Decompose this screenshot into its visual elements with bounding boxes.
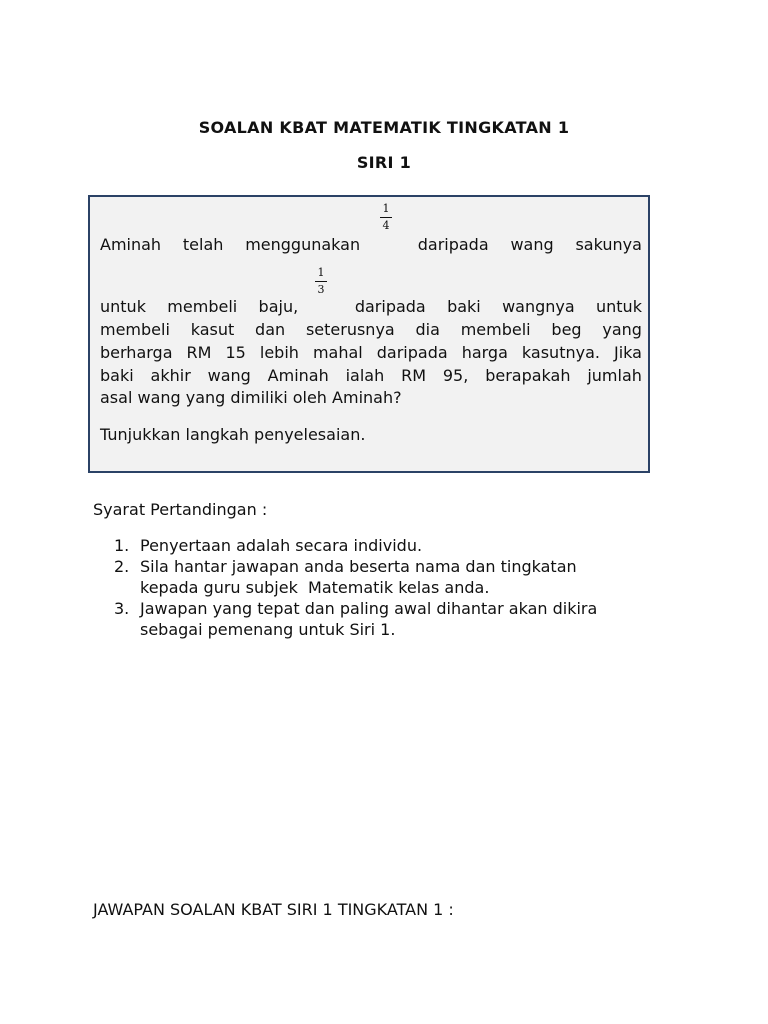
fraction-gap bbox=[382, 234, 396, 256]
word: jumlah bbox=[587, 366, 642, 385]
question-box bbox=[88, 195, 650, 473]
rules-heading: Syarat Pertandingan : bbox=[93, 500, 268, 519]
question-line-5 bbox=[100, 365, 642, 387]
fraction-denominator: 4 bbox=[382, 219, 390, 232]
rules-list bbox=[114, 535, 674, 640]
question-line-2 bbox=[100, 296, 642, 318]
word: daripada bbox=[354, 297, 426, 316]
word: 15 bbox=[225, 343, 246, 362]
word: membeli bbox=[167, 297, 238, 316]
word: wangnya bbox=[502, 297, 575, 316]
question-line-3 bbox=[100, 319, 642, 341]
series-subtitle: SIRI 1 bbox=[356, 153, 412, 172]
word: akhir bbox=[150, 366, 191, 385]
word: baki bbox=[100, 366, 134, 385]
fraction-bar bbox=[315, 281, 327, 282]
word: wang bbox=[510, 235, 554, 254]
word: telah bbox=[182, 235, 224, 254]
word: daripada bbox=[376, 343, 448, 362]
fraction-denominator: 3 bbox=[317, 283, 325, 296]
word: seterusnya bbox=[305, 320, 395, 339]
word: 95, bbox=[442, 366, 469, 385]
question-line-6: asal wang yang dimiliki oleh Aminah? bbox=[100, 388, 402, 407]
word: daripada bbox=[417, 235, 489, 254]
word: yang bbox=[602, 320, 642, 339]
word: kasut bbox=[190, 320, 235, 339]
instruction-text: Tunjukkan langkah penyelesaian. bbox=[100, 425, 366, 444]
question-line-4 bbox=[100, 342, 642, 364]
list-text-line: Penyertaan adalah secara individu. bbox=[140, 536, 423, 555]
word: Jika bbox=[614, 343, 642, 362]
list-text bbox=[140, 535, 674, 556]
list-item bbox=[114, 556, 674, 598]
fraction-one-third bbox=[315, 267, 327, 296]
word: berapakah bbox=[485, 366, 571, 385]
word: baki bbox=[447, 297, 481, 316]
word: membeli bbox=[100, 320, 170, 339]
word: membeli bbox=[460, 320, 531, 339]
list-text bbox=[140, 556, 674, 598]
fraction-one-quarter bbox=[380, 203, 392, 232]
word: RM bbox=[186, 343, 212, 362]
word: dan bbox=[255, 320, 286, 339]
list-number: 2. bbox=[114, 557, 130, 576]
fraction-numerator: 1 bbox=[382, 202, 390, 215]
list-number: 3. bbox=[114, 599, 130, 618]
word: lebih bbox=[259, 343, 299, 362]
word: RM bbox=[401, 366, 427, 385]
word: wang bbox=[207, 366, 251, 385]
word: beg bbox=[551, 320, 582, 339]
fraction-bar bbox=[380, 217, 392, 218]
fraction-numerator: 1 bbox=[317, 266, 325, 279]
list-text-line: sebagai pemenang untuk Siri 1. bbox=[140, 620, 396, 639]
list-item bbox=[114, 598, 674, 640]
list-item bbox=[114, 535, 674, 556]
word: sakunya bbox=[575, 235, 642, 254]
word: Aminah bbox=[267, 366, 329, 385]
question-line-1 bbox=[100, 234, 642, 256]
list-text bbox=[140, 598, 674, 640]
word: untuk bbox=[100, 297, 146, 316]
list-text-line: Jawapan yang tepat dan paling awal dihantar akan dikira bbox=[140, 599, 598, 618]
word: mahal bbox=[312, 343, 363, 362]
word: baju, bbox=[258, 297, 299, 316]
word: berharga bbox=[100, 343, 173, 362]
list-number: 1. bbox=[114, 536, 130, 555]
answer-heading: JAWAPAN SOALAN KBAT SIRI 1 TINGKATAN 1 : bbox=[93, 900, 454, 919]
word: kasutnya. bbox=[521, 343, 600, 362]
word: Aminah bbox=[100, 235, 162, 254]
word: menggunakan bbox=[245, 235, 361, 254]
fraction-gap bbox=[320, 296, 334, 318]
word: ialah bbox=[345, 366, 385, 385]
word: dia bbox=[415, 320, 440, 339]
list-text-line: kepada guru subjek Matematik kelas anda. bbox=[140, 578, 490, 597]
word: untuk bbox=[596, 297, 642, 316]
word: harga bbox=[461, 343, 508, 362]
list-text-line: Sila hantar jawapan anda beserta nama dan tingkatan bbox=[140, 557, 577, 576]
page-title: SOALAN KBAT MATEMATIK TINGKATAN 1 bbox=[198, 118, 570, 137]
